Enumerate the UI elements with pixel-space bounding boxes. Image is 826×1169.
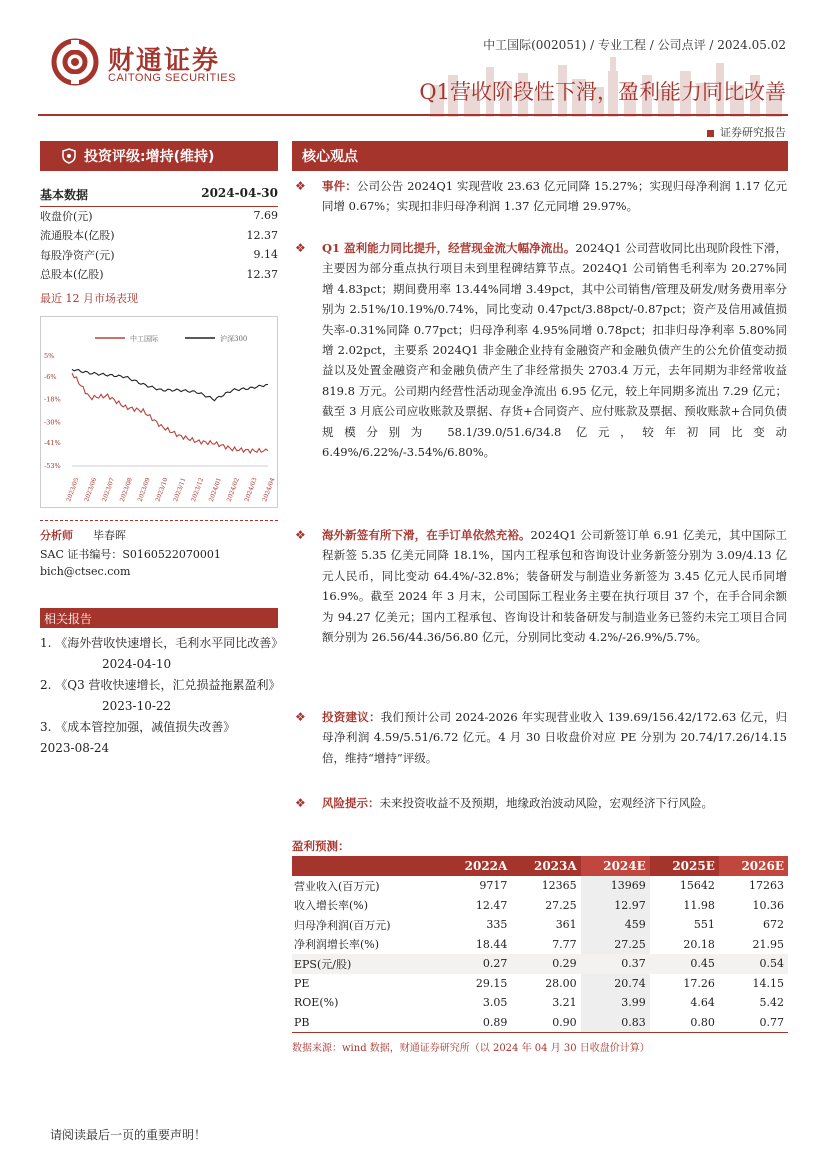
- forecast-row-label: 归母净利润(百万元): [294, 918, 391, 932]
- related-report-title[interactable]: 1. 《海外营收快速增长，毛利水平同比改善》: [40, 636, 284, 650]
- y-tick-label: -30%: [44, 418, 61, 427]
- core-view-title: 核心观点: [292, 141, 788, 171]
- basic-data-label: 收盘价(元): [40, 209, 93, 223]
- analyst-label: 分析师: [40, 529, 73, 542]
- report-type-label: 证券研究报告: [707, 124, 786, 140]
- disclaimer-footer: 请阅读最后一页的重要声明！: [50, 1128, 207, 1142]
- forecast-cell: 551: [693, 918, 715, 932]
- core-point-profitability: [295, 238, 787, 462]
- forecast-cell: 7.77: [552, 937, 577, 951]
- forecast-row: [292, 876, 788, 896]
- forecast-cell: 5.42: [759, 996, 784, 1010]
- forecast-cell: 13969: [581, 876, 650, 896]
- forecast-cell: 0.77: [719, 1013, 788, 1033]
- core-point-body: 公司公告 2024Q1 实现营收 23.63 亿元同降 15.27%；实现归母净利润 1.17 亿元同增 0.67%；实现扣非归母净利润 1.37 亿元同增 29.97%。: [322, 179, 787, 214]
- forecast-cell: 4.64: [690, 996, 715, 1010]
- related-report-date: 2024-04-10: [102, 657, 172, 671]
- forecast-cell: 0.90: [511, 1013, 580, 1033]
- forecast-cell: 0.29: [511, 954, 580, 974]
- x-tick-label: 2024/02: [225, 476, 241, 503]
- x-tick-label: 2024/03: [243, 476, 259, 503]
- forecast-cell: 20.18: [683, 937, 715, 951]
- analyst-name: 毕春晖: [93, 529, 126, 542]
- logo-mark-icon: [50, 38, 100, 86]
- y-tick-label: -18%: [44, 395, 61, 404]
- forecast-cell: 17263: [749, 879, 784, 893]
- forecast-cell: 0.37: [581, 954, 650, 974]
- forecast-cell: 12.97: [581, 896, 650, 916]
- core-point-investment: [295, 707, 787, 768]
- x-tick-label: 2023/08: [118, 476, 134, 503]
- forecast-cell: 0.54: [719, 954, 788, 974]
- forecast-cell: 11.98: [683, 898, 715, 912]
- forecast-header-row: [292, 856, 788, 876]
- basic-data-value: 12.37: [246, 228, 278, 242]
- diamond-bullet-icon: ❖: [295, 179, 306, 193]
- forecast-row: [292, 896, 788, 916]
- forecast-row: [292, 954, 788, 974]
- forecast-cell: 672: [763, 918, 784, 932]
- analyst-email[interactable]: bich@ctsec.com: [40, 565, 131, 578]
- core-point-risk: [295, 793, 787, 813]
- y-tick-label: -53%: [44, 462, 61, 470]
- forecast-column-header: [292, 856, 442, 876]
- company-logo: [50, 38, 250, 88]
- forecast-row: [292, 974, 788, 994]
- forecast-cell: 17.26: [683, 976, 715, 990]
- market-performance-chart: [40, 316, 278, 508]
- x-tick-label: 2023/11: [172, 476, 188, 503]
- basic-data-label: 每股净资产(元): [40, 248, 115, 262]
- basic-data-title: 基本数据: [40, 188, 89, 202]
- related-report-date: 2023-10-22: [102, 699, 172, 713]
- forecast-cell: 14.15: [752, 976, 784, 990]
- basic-data-date: 2024-04-30: [201, 186, 278, 200]
- forecast-cell: 3.99: [581, 993, 650, 1013]
- related-report-item[interactable]: [40, 675, 281, 717]
- forecast-cell: 335: [486, 918, 508, 932]
- related-report-item[interactable]: [40, 633, 284, 675]
- diamond-bullet-icon: ❖: [295, 241, 306, 255]
- rating-label: 投资评级:增持(维持): [84, 149, 215, 165]
- forecast-cell: 12.47: [475, 898, 508, 912]
- core-point-body: 我们预计公司 2024-2026 年实现营业收入 139.69/156.42/172.63 亿元，归母净利润 4.59/5.51/6.72 亿元。4 月 30 日收盘价对应 PE 分别为 20.74/17.26/14.15 倍，维持“增持”评级。: [322, 710, 787, 765]
- market-performance-title: 最近 12 月市场表现: [40, 292, 138, 305]
- core-point-body: 2024Q1 公司新签订单 6.91 亿美元，其中国际工程新签 5.35 亿美元同降 18.1%，国内工程承包和咨询设计业务新签分别为 3.09/4.13 亿元人民币，同比变动 64.4%/-32.8%；装备研发与制造业务新签为 3.45 亿元人民币同增 16.9%。截至 2024 年 3 月末，公司国际工程业务主要在执行项目 37 个，在手合同余额为 94.27 亿美元；国内工程承包、咨询设计和装备研发与制造业务已签约未完工项目合同额分别为 26.56/44.36/56.80 亿元，分别同比变动 4.2%/-26.9%/5.7%。: [322, 528, 787, 645]
- basic-data-label: 流通股本(亿股): [40, 229, 115, 243]
- forecast-cell: 0.27: [442, 954, 511, 974]
- forecast-column-header: 2025E: [650, 856, 719, 876]
- header-divider: [38, 114, 788, 116]
- related-report-item[interactable]: [40, 717, 278, 759]
- basic-data-value: 9.14: [253, 248, 278, 262]
- analyst-info: [40, 520, 278, 578]
- forecast-table: [292, 856, 788, 1033]
- y-tick-label: -6%: [44, 372, 57, 381]
- forecast-cell: 27.25: [581, 935, 650, 955]
- forecast-title: 盈利预测：: [292, 839, 350, 853]
- forecast-row-label: EPS(元/股): [292, 954, 442, 974]
- basic-data-value: 7.69: [253, 209, 278, 223]
- forecast-row: [292, 915, 788, 935]
- x-tick-label: 2023/07: [100, 476, 117, 503]
- legend-label-stock: 中工国际: [130, 335, 158, 343]
- data-source-note: 数据来源：wind 数据，财通证券研究所（以 2024 年 04 月 30 日收盘价计算）: [292, 1043, 650, 1054]
- core-point-lead: Q1 盈利能力同比提升，经营现金流大幅净流出。: [322, 241, 576, 255]
- forecast-cell: 3.21: [552, 996, 577, 1010]
- core-point-event: [295, 176, 787, 217]
- forecast-cell: 12365: [541, 879, 577, 893]
- logo-text-cn: 财通证券: [108, 46, 221, 76]
- x-tick-label: 2024/04: [261, 476, 277, 503]
- x-tick-label: 2023/10: [154, 476, 170, 503]
- basic-data-list: [40, 206, 278, 284]
- forecast-row-label: ROE(%): [294, 996, 339, 1010]
- forecast-row: [292, 935, 788, 955]
- forecast-row-label: 净利润增长率(%): [294, 938, 380, 952]
- forecast-cell: 28.00: [545, 976, 577, 990]
- forecast-column-header: 2022A: [442, 856, 511, 876]
- forecast-row-label: 收入增长率(%): [294, 899, 369, 913]
- basic-data-label: 总股本(亿股): [40, 268, 104, 282]
- forecast-cell: 0.89: [442, 1013, 511, 1033]
- basic-data-header: [40, 186, 278, 207]
- forecast-row-label: PE: [294, 976, 310, 990]
- rating-banner: [40, 141, 278, 171]
- forecast-cell: 21.95: [752, 937, 784, 951]
- core-point-lead: 投资建议：: [322, 710, 381, 724]
- forecast-row: [292, 1013, 788, 1033]
- forecast-cell: 459: [581, 915, 650, 935]
- basic-data-row: [40, 226, 278, 246]
- core-point-lead: 事件：: [322, 179, 357, 193]
- forecast-row-label: 营业收入(百万元): [294, 879, 380, 893]
- logo-text-en: CAITONG SECURITIES: [108, 72, 236, 84]
- forecast-cell: 0.45: [650, 954, 719, 974]
- diamond-bullet-icon: ❖: [295, 528, 306, 542]
- y-tick-label: -41%: [44, 439, 61, 448]
- x-tick-label: 2023/06: [83, 476, 99, 503]
- forecast-cell: 20.74: [581, 974, 650, 994]
- forecast-cell: 27.25: [545, 898, 577, 912]
- related-report-title[interactable]: 3. 《成本管控加强，减值损失改善》: [40, 720, 236, 734]
- forecast-cell: 29.15: [475, 976, 508, 990]
- related-report-date: 2023-08-24: [40, 741, 110, 755]
- y-tick-label: 5%: [44, 352, 55, 360]
- legend-label-index: 沪深300: [220, 335, 248, 343]
- x-tick-label: 2024/01: [207, 476, 223, 503]
- core-point-body: 未来投资收益不及预期，地缘政治波动风险，宏观经济下行风险。: [379, 796, 713, 810]
- basic-data-row: [40, 245, 278, 265]
- related-reports-title: 相关报告: [40, 608, 278, 628]
- analyst-divider: [40, 520, 278, 521]
- forecast-cell: 9717: [479, 879, 508, 893]
- x-tick-label: 2023/09: [136, 476, 152, 503]
- x-tick-label: 2023/05: [65, 476, 81, 503]
- report-meta: 中工国际(002051) / 专业工程 / 公司点评 / 2024.05.02: [483, 38, 786, 52]
- forecast-row-label: PB: [292, 1013, 442, 1033]
- performance-chart-svg: [40, 316, 278, 508]
- page-title: Q1营收阶段性下滑，盈利能力同比改善: [419, 80, 786, 104]
- forecast-cell: 0.80: [650, 1013, 719, 1033]
- analyst-sac: SAC 证书编号：S0160522070001: [40, 548, 221, 561]
- forecast-cell: 3.05: [482, 996, 508, 1010]
- related-report-title[interactable]: 2. 《Q3 营收快速增长，汇兑损益拖累盈利》: [40, 678, 281, 692]
- forecast-cell: 10.36: [752, 898, 784, 912]
- forecast-cell: 0.83: [581, 1013, 650, 1033]
- forecast-column-header: 2026E: [719, 856, 788, 876]
- forecast-row: [292, 993, 788, 1013]
- related-reports-list: [40, 633, 284, 759]
- core-point-orders: [295, 525, 787, 647]
- core-point-lead: 海外新签有所下滑，在手订单依然充裕。: [322, 528, 531, 542]
- basic-data-row: [40, 206, 278, 226]
- x-tick-label: 2023/12: [190, 476, 206, 503]
- forecast-cell: 361: [555, 918, 577, 932]
- diamond-bullet-icon: ❖: [295, 710, 306, 724]
- forecast-column-header: 2024E: [581, 856, 650, 876]
- shield-icon: [62, 148, 76, 164]
- forecast-cell: 18.44: [475, 937, 508, 951]
- core-point-lead: 风险提示：: [322, 796, 380, 810]
- basic-data-row: [40, 265, 278, 285]
- forecast-cell: 15642: [679, 879, 715, 893]
- diamond-bullet-icon: ❖: [295, 796, 306, 810]
- core-point-body: 2024Q1 公司营收同比出现阶段性下滑，主要因为部分重点执行项目未到里程碑结算节点。2024Q1 公司销售毛利率为 20.27%同增 4.83pct；期间费用率 13.44%同增 3.49pct，其中公司销售/管理及研发/财务费用率分别为 2.51%/10.19%/0.74%，同比变动 0.47pct/3.88pct/-0.87pct；资产及信用减值损失率-0.31%同降 0.77pct；归母净利率 4.95%同增 0.78pct；扣非归母净利率 5.80%同增 2.02pct，主要系 2024Q1 非金融企业持有金融资产和金融负债产生的公允价值变动损益以及处置金融资产和金融负债产生了非经常损失 2703.4 万元，去年同期为非经常收益 819.8 万元。公司期内经营性活动现金净流出 6.95 亿元，较上年同期多流出 7.29 亿元；截至 3 月底公司应收账款及票据、存货+合同资产、应付账款及票据、预收账款+合同负债规模分别为 58.1/39.0/51.6/34.8 亿元，较年初同比变动 6.49%/6.22%/-3.54%/6.80%。: [322, 241, 787, 460]
- forecast-column-header: 2023A: [511, 856, 580, 876]
- basic-data-value: 12.37: [246, 267, 278, 281]
- stock-price-line: [72, 373, 268, 453]
